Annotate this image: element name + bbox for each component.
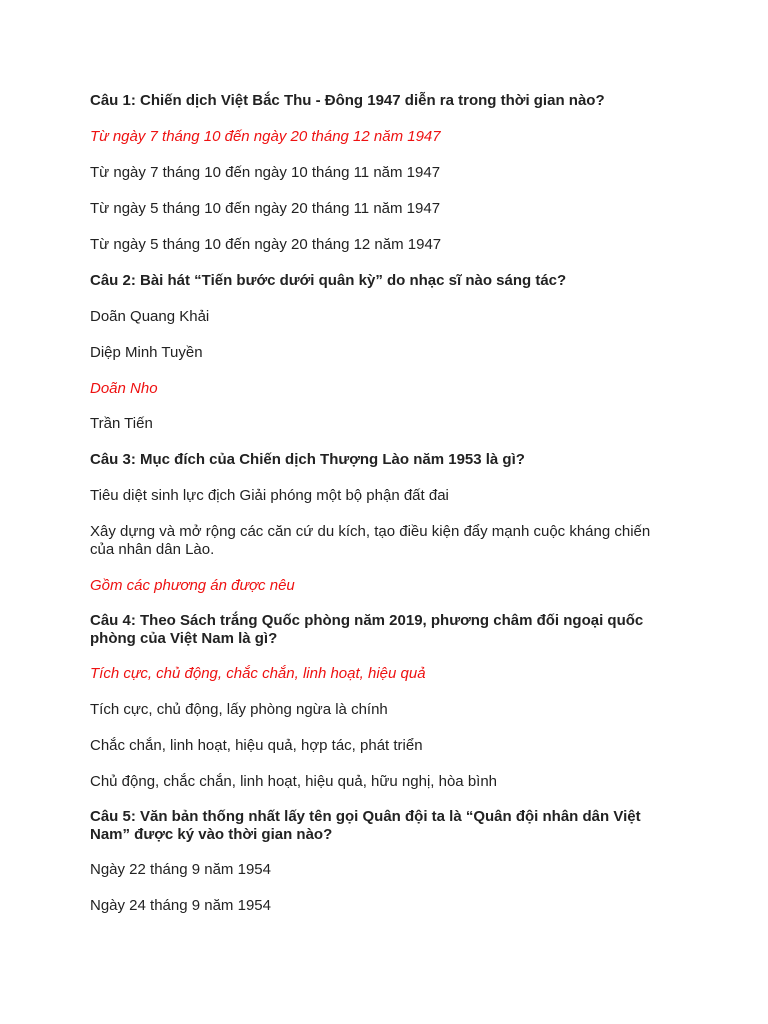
answer-option: Từ ngày 5 tháng 10 đến ngày 20 tháng 12 năm 1947 xyxy=(90,236,442,253)
answer-option: Chắc chắn, linh hoạt, hiệu quả, hợp tác, phát triển xyxy=(90,737,423,754)
answer-option: Diệp Minh Tuyền xyxy=(90,344,203,361)
question-2: Câu 2: Bài hát “Tiến bước dưới quân kỳ” do nhạc sĩ nào sáng tác? xyxy=(90,272,567,289)
answer-correct: Tích cực, chủ động, chắc chắn, linh hoạt, hiệu quả xyxy=(90,665,426,682)
answer-option: Doãn Quang Khải xyxy=(90,308,210,325)
answer-correct: Doãn Nho xyxy=(90,380,158,397)
answer-option: Từ ngày 5 tháng 10 đến ngày 20 tháng 11 năm 1947 xyxy=(90,200,441,217)
answer-option: Trần Tiến xyxy=(90,415,153,432)
answer-option: Ngày 24 tháng 9 năm 1954 xyxy=(90,897,271,914)
answer-option: Tích cực, chủ động, lấy phòng ngừa là chính xyxy=(90,701,388,718)
answer-option: Xây dựng và mở rộng các căn cứ du kích, tạo điều kiện đẩy mạnh cuộc kháng chiến của nhân dân Lào. xyxy=(90,523,651,558)
quiz-document xyxy=(90,92,665,915)
question-3: Câu 3: Mục đích của Chiến dịch Thượng Lào năm 1953 là gì? xyxy=(90,451,525,468)
question-4: Câu 4: Theo Sách trắng Quốc phòng năm 2019, phương châm đối ngoại quốc phòng của Việt Nam là gì? xyxy=(90,612,644,647)
question-1: Câu 1: Chiến dịch Việt Bắc Thu - Đông 1947 diễn ra trong thời gian nào? xyxy=(90,92,605,109)
question-5: Câu 5: Văn bản thống nhất lấy tên gọi Quân đội ta là “Quân đội nhân dân Việt Nam” được ký vào thời gian nào? xyxy=(90,808,641,843)
answer-correct: Từ ngày 7 tháng 10 đến ngày 20 tháng 12 năm 1947 xyxy=(90,128,441,145)
answer-correct: Gồm các phương án được nêu xyxy=(90,577,295,594)
answer-option: Ngày 22 tháng 9 năm 1954 xyxy=(90,861,271,878)
answer-option: Tiêu diệt sinh lực địch Giải phóng một bộ phận đất đai xyxy=(90,487,449,504)
answer-option: Từ ngày 7 tháng 10 đến ngày 10 tháng 11 năm 1947 xyxy=(90,164,441,181)
answer-option: Chủ động, chắc chắn, linh hoạt, hiệu quả, hữu nghị, hòa bình xyxy=(90,773,498,790)
